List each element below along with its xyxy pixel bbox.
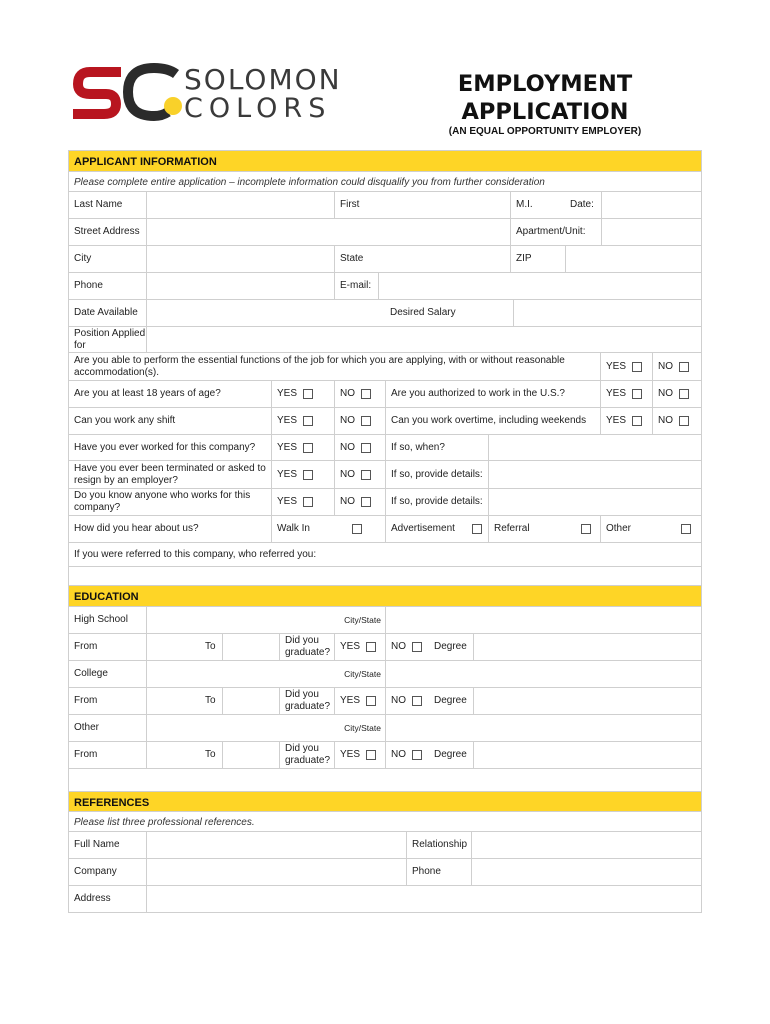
college-graduate-label: Did you graduate? xyxy=(279,688,334,714)
mi-label: M.I. xyxy=(510,192,565,218)
checkbox-icon[interactable] xyxy=(303,389,313,399)
relationship-field[interactable] xyxy=(471,832,703,858)
other-edu-row xyxy=(69,714,701,741)
any-shift-question: Can you work any shift xyxy=(74,415,176,426)
address-field[interactable] xyxy=(146,886,703,912)
overtime-yes-option[interactable] xyxy=(600,408,652,434)
high-school-from-label: From xyxy=(74,641,98,652)
details1-field[interactable] xyxy=(488,461,703,488)
details2-label: If so, provide details: xyxy=(385,489,488,515)
terminated-question: Have you ever been terminated or asked to resign by an employer? xyxy=(74,462,266,486)
walk-in-option[interactable] xyxy=(271,516,385,542)
position-row xyxy=(69,326,701,352)
no-label: NO xyxy=(340,468,355,480)
worked-yes-option[interactable] xyxy=(271,435,334,460)
college-to-field[interactable] xyxy=(222,688,279,714)
authorized-yes-option[interactable] xyxy=(600,381,652,407)
yes-label: YES xyxy=(340,749,361,760)
know-anyone-row xyxy=(69,488,701,515)
applicant-section-heading: APPLICANT INFORMATION xyxy=(69,151,701,171)
other-edu-field[interactable] xyxy=(146,715,334,741)
high-school-degree-label: Degree xyxy=(434,641,467,652)
checkbox-icon[interactable] xyxy=(581,524,591,534)
yes-label: YES xyxy=(277,415,298,426)
phone-label: Phone xyxy=(74,280,103,291)
company-label: Company xyxy=(74,866,117,877)
desired-salary-field[interactable] xyxy=(513,300,703,326)
high-school-yes-option[interactable] xyxy=(334,634,385,660)
shift-row xyxy=(69,407,701,434)
yes-label: YES xyxy=(340,641,361,652)
essential-functions-row xyxy=(69,352,701,380)
zip-label: ZIP xyxy=(510,246,565,272)
document-subtitle: (AN EQUAL OPPORTUNITY EMPLOYER) xyxy=(448,126,642,137)
references-note: Please list three professional references. xyxy=(69,811,701,831)
checkbox-icon[interactable] xyxy=(366,642,376,652)
checkbox-icon[interactable] xyxy=(303,443,313,453)
high-school-city-state-field[interactable] xyxy=(385,607,703,633)
date-label: Date: xyxy=(570,199,594,210)
other-edu-from-field[interactable] xyxy=(146,742,200,768)
first-name-label: First xyxy=(334,192,510,218)
yes-label: YES xyxy=(277,496,298,507)
last-name-label: Last Name xyxy=(74,199,123,210)
name-row xyxy=(69,191,701,218)
checkbox-icon[interactable] xyxy=(679,389,689,399)
authorized-question: Are you authorized to work in the U.S.? xyxy=(385,381,600,407)
other-edu-yes-option[interactable] xyxy=(334,742,385,768)
yes-label: YES xyxy=(606,388,627,399)
title-line1: EMPLOYMENT xyxy=(457,71,633,97)
relationship-label: Relationship xyxy=(406,832,471,858)
references-section-heading: REFERENCES xyxy=(69,791,701,811)
worked-no-option[interactable] xyxy=(334,435,385,460)
checkbox-icon[interactable] xyxy=(361,389,371,399)
company-field[interactable] xyxy=(146,859,406,885)
college-yes-option[interactable] xyxy=(334,688,385,714)
overtime-question: Can you work overtime, including weekends xyxy=(385,408,600,434)
checkbox-icon[interactable] xyxy=(632,362,642,372)
desired-salary-label: Desired Salary xyxy=(390,307,456,318)
high-school-dates-row xyxy=(69,633,701,660)
no-label: NO xyxy=(658,415,673,426)
referral-option[interactable] xyxy=(488,516,600,542)
high-school-to-field[interactable] xyxy=(222,634,279,660)
know-no-option[interactable] xyxy=(334,489,385,515)
other-edu-degree-label: Degree xyxy=(434,749,467,760)
checkbox-icon[interactable] xyxy=(361,497,371,507)
high-school-city-state-label: City/State xyxy=(344,615,381,625)
address-label: Address xyxy=(74,893,111,904)
reference-address-row xyxy=(69,885,701,912)
full-name-field[interactable] xyxy=(146,832,406,858)
advertisement-option[interactable] xyxy=(385,516,488,542)
authorized-no-option[interactable] xyxy=(652,381,703,407)
full-name-label: Full Name xyxy=(74,839,120,850)
college-dates-row xyxy=(69,687,701,714)
terminated-no-option[interactable] xyxy=(334,461,385,488)
email-field[interactable] xyxy=(378,273,703,299)
high-school-row xyxy=(69,606,701,633)
reference-name-row xyxy=(69,831,701,858)
checkbox-icon[interactable] xyxy=(472,524,482,534)
no-label: NO xyxy=(340,388,355,399)
terminated-yes-option[interactable] xyxy=(271,461,334,488)
document-title xyxy=(430,70,660,126)
reference-company-row xyxy=(69,858,701,885)
high-school-label: High School xyxy=(74,614,128,625)
section-spacer xyxy=(69,768,701,791)
section-spacer xyxy=(69,566,701,585)
other-edu-degree-field[interactable] xyxy=(473,742,703,768)
other-label: Other xyxy=(606,523,632,534)
details1-label: If so, provide details: xyxy=(385,461,488,488)
other-edu-graduate-label: Did you graduate? xyxy=(279,742,334,768)
if-when-field[interactable] xyxy=(488,435,703,460)
company-name-line2: COLORS xyxy=(184,93,332,124)
no-label: NO xyxy=(391,695,406,706)
college-row xyxy=(69,660,701,687)
if-when-label: If so, when? xyxy=(385,435,488,460)
hear-about-row xyxy=(69,515,701,542)
application-form xyxy=(68,150,702,913)
position-label: Position Applied for xyxy=(74,327,146,351)
terminated-row xyxy=(69,460,701,488)
checkbox-icon[interactable] xyxy=(352,524,362,534)
college-degree-label: Degree xyxy=(434,695,467,706)
contact-row xyxy=(69,272,701,299)
checkbox-icon[interactable] xyxy=(632,389,642,399)
checkbox-icon[interactable] xyxy=(303,416,313,426)
age-row xyxy=(69,380,701,407)
worked-before-row xyxy=(69,434,701,460)
know-yes-option[interactable] xyxy=(271,489,334,515)
yes-label: YES xyxy=(277,388,298,399)
checkbox-icon[interactable] xyxy=(366,696,376,706)
overtime-no-option[interactable] xyxy=(652,408,703,434)
position-field[interactable] xyxy=(146,327,703,352)
checkbox-icon[interactable] xyxy=(412,642,422,652)
high-school-from-field[interactable] xyxy=(146,634,200,660)
checkbox-icon[interactable] xyxy=(361,470,371,480)
no-label: NO xyxy=(658,360,673,372)
walk-in-label: Walk In xyxy=(277,523,310,534)
high-school-degree-field[interactable] xyxy=(473,634,703,660)
checkbox-icon[interactable] xyxy=(679,416,689,426)
high-school-graduate-label: Did you graduate? xyxy=(279,634,334,660)
street-label: Street Address xyxy=(74,226,140,237)
essential-yes-option[interactable] xyxy=(600,353,652,380)
date-available-field[interactable] xyxy=(146,300,385,326)
other-edu-label: Other xyxy=(74,722,100,733)
high-school-no-option[interactable] xyxy=(385,634,429,660)
essential-no-option[interactable] xyxy=(652,353,703,380)
college-from-label: From xyxy=(74,695,98,706)
college-degree-field[interactable] xyxy=(473,688,703,714)
no-label: NO xyxy=(658,388,673,399)
date-available-label: Date Available xyxy=(74,307,138,318)
city-label: City xyxy=(74,253,92,264)
reference-phone-label: Phone xyxy=(406,859,471,885)
city-row xyxy=(69,245,701,272)
hear-about-question: How did you hear about us? xyxy=(74,523,199,534)
checkbox-icon[interactable] xyxy=(366,750,376,760)
checkbox-icon[interactable] xyxy=(679,362,689,372)
college-no-option[interactable] xyxy=(385,688,429,714)
other-edu-from-label: From xyxy=(74,749,98,760)
no-label: NO xyxy=(391,749,406,760)
college-to-label: To xyxy=(205,695,216,706)
other-edu-dates-row xyxy=(69,741,701,768)
age-yes-option[interactable] xyxy=(271,381,334,407)
sc-logo-mark-icon xyxy=(72,62,184,124)
college-field[interactable] xyxy=(146,661,334,687)
yes-label: YES xyxy=(606,360,627,372)
company-logo xyxy=(72,62,382,124)
no-label: NO xyxy=(340,496,355,507)
shift-no-option[interactable] xyxy=(334,408,385,434)
checkbox-icon[interactable] xyxy=(412,696,422,706)
checkbox-icon[interactable] xyxy=(361,416,371,426)
yes-label: YES xyxy=(277,468,298,480)
phone-field[interactable] xyxy=(146,273,334,299)
other-edu-to-field[interactable] xyxy=(222,742,279,768)
referred-by-label: If you were referred to this company, who referred you: xyxy=(74,548,317,560)
city-field[interactable] xyxy=(146,246,334,272)
checkbox-icon[interactable] xyxy=(632,416,642,426)
yes-label: YES xyxy=(340,695,361,706)
college-from-field[interactable] xyxy=(146,688,200,714)
age-question: Are you at least 18 years of age? xyxy=(74,388,221,399)
reference-phone-field[interactable] xyxy=(471,859,703,885)
other-edu-to-label: To xyxy=(205,749,216,760)
high-school-to-label: To xyxy=(205,641,216,652)
company-name-line1: SOLOMON xyxy=(184,63,342,96)
referred-by-row xyxy=(69,542,701,566)
no-label: NO xyxy=(340,441,355,453)
last-name-field[interactable] xyxy=(146,192,334,218)
other-edu-city-state-field[interactable] xyxy=(385,715,703,741)
date-field[interactable] xyxy=(601,192,703,218)
checkbox-icon[interactable] xyxy=(361,443,371,453)
college-label: College xyxy=(74,668,108,679)
address-row xyxy=(69,218,701,245)
street-field[interactable] xyxy=(146,219,510,245)
checkbox-icon[interactable] xyxy=(412,750,422,760)
title-line2: APPLICATION xyxy=(461,99,629,125)
no-label: NO xyxy=(340,415,355,426)
shift-yes-option[interactable] xyxy=(271,408,334,434)
state-label: State xyxy=(334,246,510,272)
checkbox-icon[interactable] xyxy=(681,524,691,534)
referral-label: Referral xyxy=(494,523,530,534)
availability-row xyxy=(69,299,701,326)
yes-label: YES xyxy=(277,441,298,453)
advertisement-label: Advertisement xyxy=(391,523,455,534)
no-label: NO xyxy=(391,641,406,652)
essential-functions-question: Are you able to perform the essential functions of the job for which you are applying, with or without reasonable accommodation(s). xyxy=(74,354,565,378)
college-city-state-field[interactable] xyxy=(385,661,703,687)
checkbox-icon[interactable] xyxy=(303,470,313,480)
other-edu-city-state-label: City/State xyxy=(344,723,381,733)
yes-label: YES xyxy=(606,415,627,426)
apartment-label: Apartment/Unit: xyxy=(510,219,601,245)
worked-before-question: Have you ever worked for this company? xyxy=(74,441,256,453)
zip-field[interactable] xyxy=(565,246,703,272)
checkbox-icon[interactable] xyxy=(303,497,313,507)
high-school-field[interactable] xyxy=(146,607,334,633)
age-no-option[interactable] xyxy=(334,381,385,407)
college-city-state-label: City/State xyxy=(344,669,381,679)
applicant-note: Please complete entire application – incomplete information could disqualify you from further consideration xyxy=(69,171,701,191)
know-anyone-question: Do you know anyone who works for this company? xyxy=(74,490,251,513)
education-section-heading: EDUCATION xyxy=(69,585,701,606)
apartment-field[interactable] xyxy=(601,219,703,245)
email-label: E-mail: xyxy=(334,273,378,299)
other-edu-no-option[interactable] xyxy=(385,742,429,768)
details2-field[interactable] xyxy=(488,489,703,515)
other-option[interactable] xyxy=(600,516,703,542)
